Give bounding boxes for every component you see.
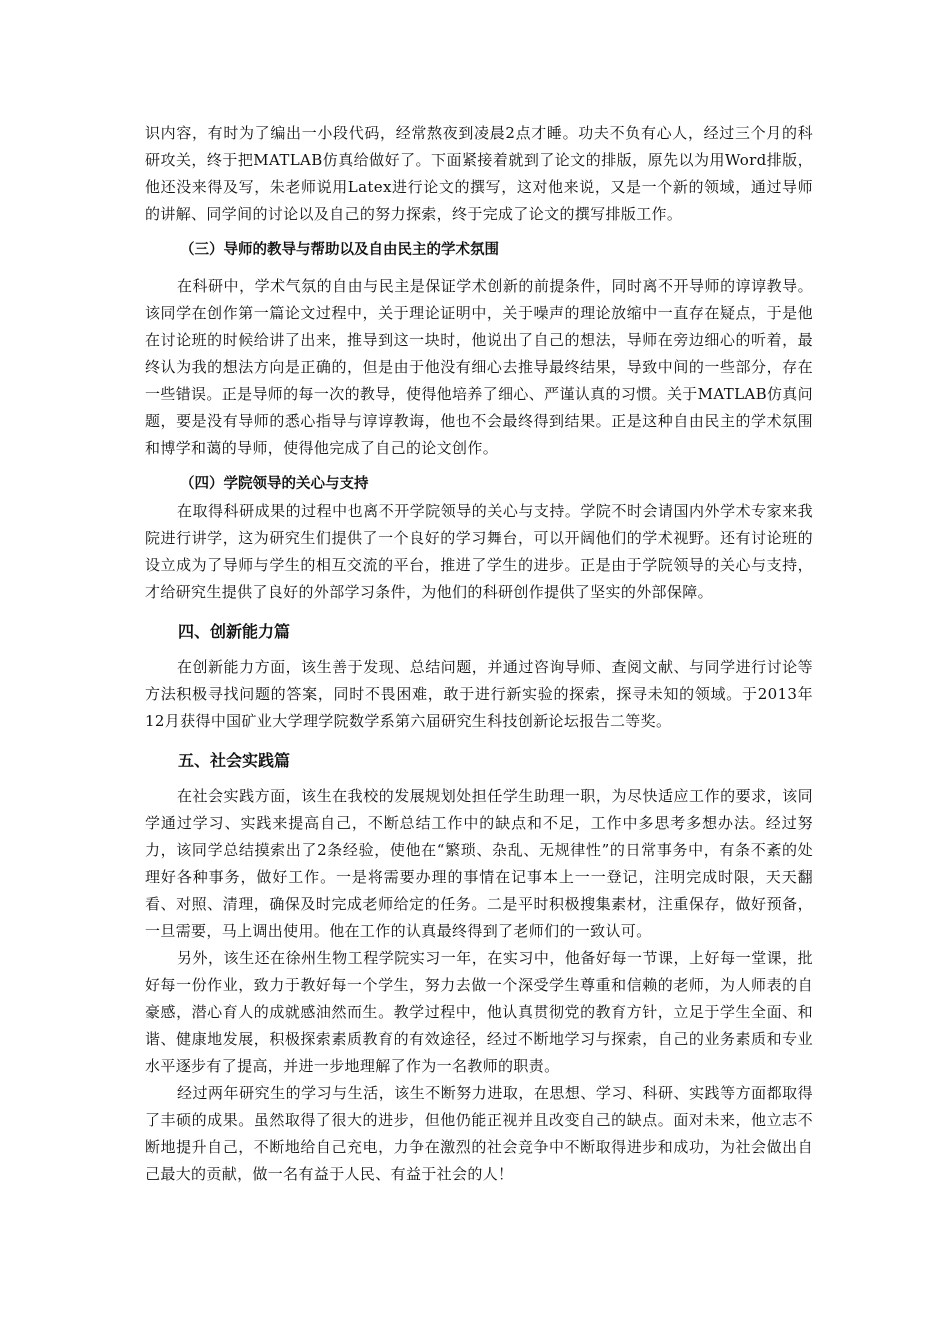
document-page [145, 120, 813, 1188]
social-practice-paragraph-2: 另外，该生还在徐州生物工程学院实习一年，在实习中，他备好每一节课，上好每一堂课，批好每一份作业，致力于教好每一个学生，努力去做一个深受学生尊重和信赖的老师，为人师表的自豪感，潜心育人的成就感油然而生。教学过程中，他认真贯彻党的教育方针，立足于学生全面、和谐、健康地发展，积极探索素质教育的有效途径，经过不断地学习与探索，自己的业务素质和专业水平逐步有了提高，并进一步地理解了作为一名教师的职责。 [145, 949, 813, 1075]
section-3-paragraph: 在科研中，学术气氛的自由与民主是保证学术创新的前提条件，同时离不开导师的谆谆教导。该同学在创作第一篇论文过程中，关于理论证明中，关于噪声的理论放缩中一直存在疑点，于是他在讨论班的时候给讲了出来，推导到这一块时，他说出了自己的想法，导师在旁边细心的听着，最终认为我的想法方向是正确的，但是由于他没有细心去推导最终结果，导致中间的一些部分，存在一些错误。正是导师的每一次的教导，使得他培养了细心、严谨认真的习惯。关于MATLAB仿真问题，要是没有导师的悉心指导与谆谆教诲，他也不会最终得到结果。正是这种自由民主的学术氛围和博学和蔼的导师，使得他完成了自己的论文创作。 [145, 277, 813, 457]
innovation-heading: 四、创新能力篇 [178, 622, 291, 641]
social-practice-paragraph-1: 在社会实践方面，该生在我校的发展规划处担任学生助理一职，为尽快适应工作的要求，该同学通过学习、实践来提高自己，不断总结工作中的缺点和不足，工作中多思考多想办法。经过努力，该同学总结摸索出了2条经验，使他在“繁琐、杂乱、无规律性”的日常事务中，有条不紊的处理好各种事务，做好工作。一是将需要办理的事情在记事本上一一登记，注明完成时限，天天翻看、对照、清理，确保及时完成老师给定的任务。二是平时积极搜集素材，注重保存，做好预备，一旦需要，马上调出使用。他在工作的认真最终得到了老师们的一致认可。 [145, 787, 813, 940]
intro-paragraph: 识内容，有时为了编出一小段代码，经常熬夜到凌晨2点才睡。功夫不负有心人，经过三个月的科研攻关，终于把MATLAB仿真给做好了。下面紧接着就到了论文的排版，原先以为用Word排版，他还没来得及写，朱老师说用Latex进行论文的撰写，这对他来说，又是一个新的领域，通过导师的讲解、同学间的讨论以及自己的努力探索，终于完成了论文的撰写排版工作。 [145, 124, 813, 223]
section-3-heading: （三）导师的教导与帮助以及自由民主的学术氛围 [180, 242, 499, 258]
innovation-paragraph: 在创新能力方面，该生善于发现、总结问题，并通过咨询导师、查阅文献、与同学进行讨论等方法积极寻找问题的答案，同时不畏困难，敢于进行新实验的探索，探寻未知的领域。于2013年12月获得中国矿业大学理学院数学系第六届研究生科技创新论坛报告二等奖。 [145, 658, 813, 730]
social-practice-heading: 五、社会实践篇 [178, 751, 291, 770]
section-4-paragraph: 在取得科研成果的过程中也离不开学院领导的关心与支持。学院不时会请国内外学术专家来我院进行讲学，这为研究生们提供了一个良好的学习舞台，可以开阔他们的学术视野。还有讨论班的设立成为了导师与学生的相互交流的平台，推进了学生的进步。正是由于学院领导的关心与支持，才给研究生提供了良好的外部学习条件，为他们的科研创作提供了坚实的外部保障。 [145, 502, 813, 601]
section-4-heading: （四）学院领导的关心与支持 [180, 476, 369, 492]
social-practice-paragraph-3: 经过两年研究生的学习与生活，该生不断努力进取，在思想、学习、科研、实践等方面都取得了丰硕的成果。虽然取得了很大的进步，但他仍能正视并且改变自己的缺点。面对未来，他立志不断地提升自己，不断地给自己充电，力争在激烈的社会竞争中不断取得进步和成功，为社会做出自己最大的贡献，做一名有益于人民、有益于社会的人！ [145, 1084, 813, 1183]
